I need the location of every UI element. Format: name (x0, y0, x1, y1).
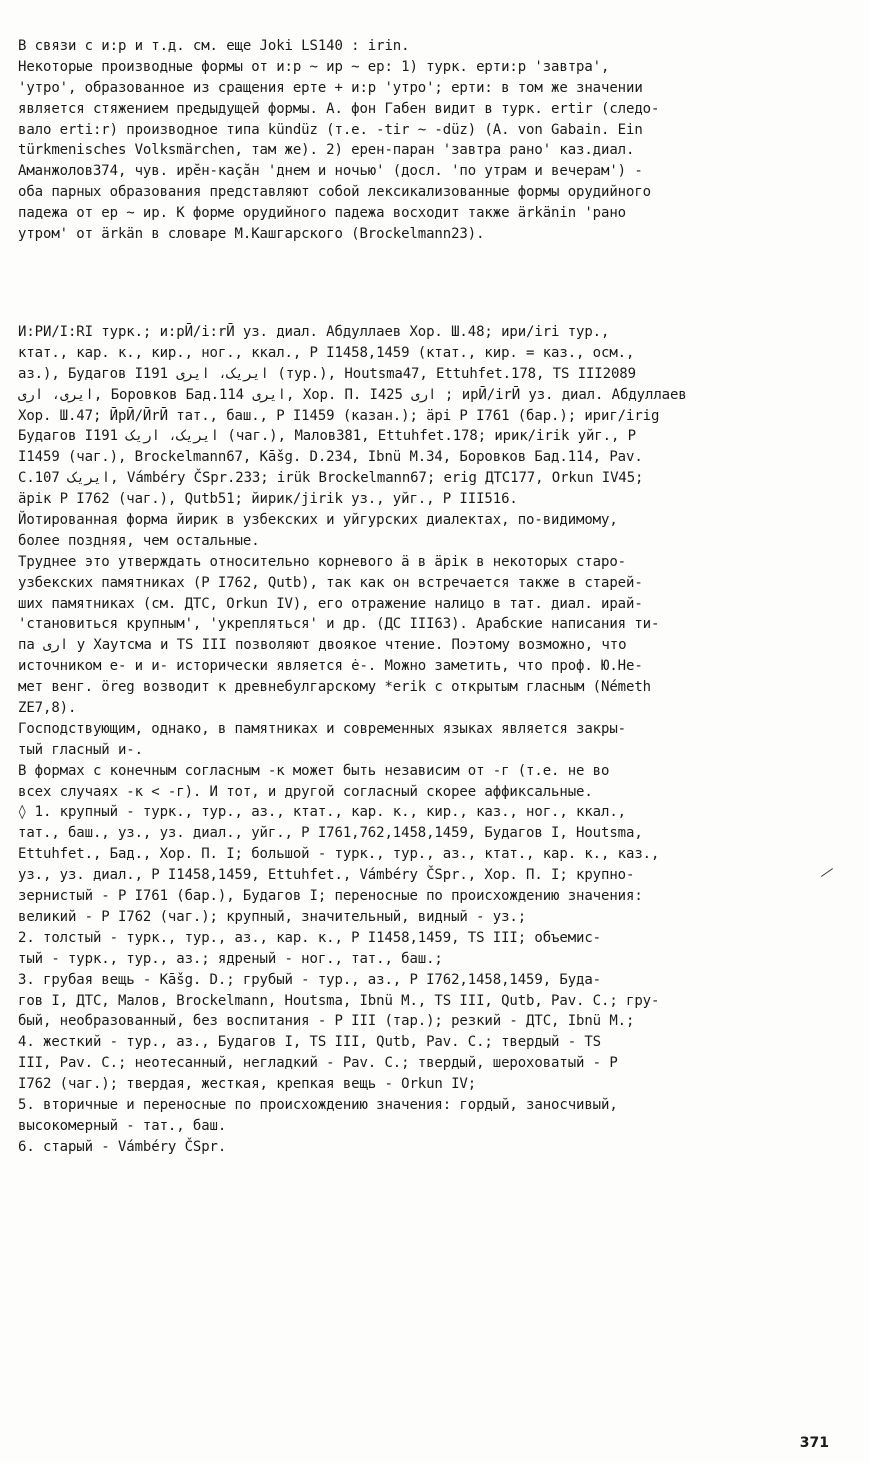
text-line: тат., баш., уз., уз. диал., уйг., P I761,762,1458,1459, Будагов I, Houtsma, (18, 825, 643, 842)
text-line: бый, необразованный, без воспитания - P III (тар.); резкий - ДТС, Ibnü M.; (18, 1013, 635, 1030)
text-line: Труднее это утверждать относительно корневого ӓ в ӓрік в некоторых старо- (18, 553, 626, 570)
text-line: 'утро', образованное из сращения ерте + и:р 'утро'; ерти: в том же значении (18, 79, 643, 96)
text-line: па اری у Хаутсма и TS III позволяют двоякое чтение. Поэтому возможно, что (18, 637, 627, 654)
text-line: Будагов I191 ایریک، اریک (чаг.), Малов381, Ettuhfet.178; ирик/irik уйг., P (18, 428, 636, 445)
text-line: всех случаях -к < -г). И тот, и другой согласный скорее аффиксальные. (18, 783, 593, 800)
text-line: Ettuhfet., Бад., Хор. П. I; большой - турк., тур., аз., ктат., кар. к., каз., (18, 846, 660, 863)
text-line: 'становиться крупным', 'укрепляться' и др. (ДС III63). Арабские написания ти- (18, 616, 660, 633)
text-line: 4. жесткий - тур., аз., Будагов I, TS III, Qutb, Pav. C.; твердый - TS (18, 1034, 602, 1051)
paragraph-derivatives (18, 36, 847, 245)
text-line: I1459 (чаг.), Brockelmann67, Kāšg. D.234, Ibnü M.34, Боровков Бад.114, Pav. (18, 449, 643, 466)
text-line: падежа от ер ~ ир. К форме орудийного падежа восходит также ärkänin 'рано (18, 205, 626, 222)
text-line: ◊ 1. крупный - турк., тур., аз., ктат., кар. к., кир., каз., ног., ккал., (18, 804, 626, 821)
text-line: аз.), Будагов I191 ایریک، ایری (тур.), Houtsma47, Ettuhfet.178, TS III2089 (18, 365, 636, 382)
page-number: 371 (799, 1435, 829, 1451)
text-line: является стяжением предыдущей формы. А. фон Габен видит в турк. ertir (следо- (18, 100, 660, 117)
text-line: ӓрік P I762 (чаг.), Qutb51; йирик/jirik уз., уйг., P III516. (18, 491, 518, 508)
text-line: узбекских памятниках (P I762, Qutb), так как он встречается также в старей- (18, 574, 643, 591)
text-line: ایری، اری, Боровков Бад.114 ایری, Хор. П. I425 اری ; ирӢ/irӢ уз. диал. Абдуллаев (18, 386, 687, 403)
text-line: ктат., кар. к., кир., ног., ккал., P I1458,1459 (ктат., кир. = каз., осм., (18, 344, 635, 361)
text-line: вало erti:r) производное типа kündüz (т.е. -tir ~ -düz) (A. von Gabain. Ein (18, 121, 643, 138)
text-line: Хор. Ш.47; ӢрӢ/ӢrӢ тат., баш., P I1459 (казан.); ӓрі P I761 (бар.); ириг/irig (18, 407, 660, 424)
text-line: 2. толстый - турк., тур., аз., кар. к., P I1458,1459, TS III; объемис- (18, 929, 602, 946)
text-line: Йотированная форма йирик в узбекских и уйгурских диалектах, по-видимому, (18, 512, 618, 529)
text-line: источником е- и и- исторически является е̇-. Можно заметить, что проф. Ю.Не- (18, 658, 643, 675)
text-line: I762 (чаг.); твердая, жесткая, крепкая вещь - Orkun IV; (18, 1076, 477, 1093)
text-line: утром' от ärkän в словаре М.Кашгарского (Brockelmann23). (18, 226, 485, 243)
text-line: уз., уз. диал., P I1458,1459, Ettuhfet., Vámbéry ČSpr., Хор. П. I; крупно- (18, 867, 635, 884)
text-line: C.107 ایریک, Vámbéry ČSpr.233; irük Brockelmann67; erig ДТС177, Orkun IV45; (18, 470, 644, 487)
text-line: В формах с конечным согласным -к может быть независим от -г (т.е. не во (18, 762, 610, 779)
text-line: В связи с и:р и т.д. см. еще Joki LS140 : irin. (18, 38, 410, 54)
text-line: тый гласный и-. (18, 741, 143, 758)
entry-iri (18, 322, 847, 1158)
text-line: высокомерный - тат., баш. (18, 1117, 227, 1134)
text-line: мет венг. öreg возводит к древнебулгарскому *erik с открытым гласным (Németh (18, 679, 651, 696)
text-line: ших памятниках (см. ДТС, Orkun IV), его отражение налицо в тат. диал. ирай- (18, 595, 643, 612)
text-line: великий - P I762 (чаг.); крупный, значительный, видный - уз.; (18, 908, 527, 925)
text-line: 5. вторичные и переносные по происхождению значения: гордый, заносчивый, (18, 1096, 618, 1113)
text-line: ZE7,8). (18, 700, 77, 717)
text-line: И:РИ/I:RI турк.; и:рӢ/i:rӢ уз. диал. Абдуллаев Хор. Ш.48; ири/iri тур., (18, 324, 610, 340)
text-line: оба парных образования представляют собой лексикализованные формы орудийного (18, 184, 651, 201)
text-line: 6. старый - Vámbéry ČSpr. (18, 1138, 227, 1155)
text-line: 3. грубая вещь - Kāšg. D.; грубый - тур., аз., P I762,1458,1459, Буда- (18, 971, 602, 988)
text-line: более поздняя, чем остальные. (18, 532, 260, 549)
text-line: III, Pav. C.; неотесанный, негладкий - Pav. C.; твердый, шероховатый - P (18, 1055, 618, 1072)
text-line: Некоторые производные формы от и:р ~ ир ~ ер: 1) турк. ерти:р 'завтра', (18, 58, 610, 75)
text-line: зернистый - P I761 (бар.), Будагов I; переносные по происхождению значения: (18, 888, 643, 905)
text-line: türkmenisches Volksmärchen, там же). 2) ерен-паран 'завтра рано' каз.диал. (18, 142, 635, 159)
text-line: Господствующим, однако, в памятниках и современных языках является закры- (18, 720, 626, 737)
text-line: тый - турк., тур., аз.; ядреный - ног., тат., баш.; (18, 950, 443, 967)
text-line: Аманжолов374, чув. ирӗн-каҫӑн 'днем и ночью' (досл. 'по утрам и вечерам') - (18, 163, 643, 180)
text-line: гов I, ДТС, Малов, Brockelmann, Houtsma, Ibnü M., TS III, Qutb, Pav. C.; гру- (18, 992, 660, 1009)
